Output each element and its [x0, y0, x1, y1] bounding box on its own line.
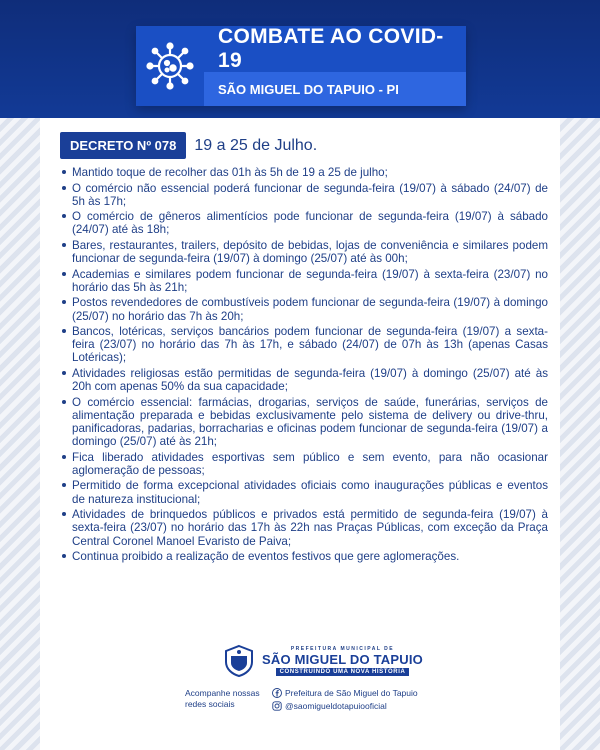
page-title: COMBATE AO COVID-19	[204, 26, 466, 72]
right-stripe-decoration	[560, 118, 600, 750]
decree-heading	[60, 132, 317, 159]
list-item: O comércio de gêneros alimentícios pode funcionar de segunda-feira (19/07) à sábado (24/07) até às 18h;	[62, 210, 548, 236]
social-label: Acompanhe nossas redes sociais	[185, 688, 260, 709]
decree-dates: 19 a 25 de Julho.	[194, 136, 318, 154]
prefecture-logo	[222, 644, 423, 678]
instagram-link[interactable]	[272, 701, 418, 711]
list-item: Atividades religiosas estão permitidas de segunda-feira (19/07) à domingo (25/07) até às 20h com apenas 50% da sua capacidade;	[62, 367, 548, 393]
facebook-name: Prefeitura de São Miguel do Tapuio	[285, 688, 418, 698]
virus-icon	[136, 26, 204, 106]
list-item: Postos revendedores de combustíveis podem funcionar de segunda-feira (19/07) à domingo (25/07) no horário das 7h às 20h;	[62, 296, 548, 322]
instagram-icon	[272, 701, 282, 711]
title-card	[136, 26, 466, 106]
list-item: Bares, restaurantes, trailers, depósito de bebidas, lojas de conveniência e similares podem funcionar de segunda-feira (19/07) à domingo (25/07) até às 00h;	[62, 239, 548, 265]
rules-list	[62, 166, 548, 566]
list-item: Permitido de forma excepcional atividades oficiais como inaugurações públicas e eventos de natureza institucional;	[62, 479, 548, 505]
list-item: Academias e similares podem funcionar de segunda-feira (19/07) à sexta-feira (23/07) no horário das 5h às 21h;	[62, 268, 548, 294]
facebook-icon	[272, 688, 282, 698]
coat-of-arms-icon	[222, 644, 256, 678]
list-item: Continua proibido a realização de eventos festivos que gere aglomerações.	[62, 550, 548, 563]
facebook-link[interactable]	[272, 688, 418, 698]
logo-slogan: CONSTRUINDO UMA NOVA HISTÓRIA	[276, 668, 410, 676]
decree-badge: DECRETO Nº 078	[60, 132, 186, 159]
list-item: O comércio não essencial poderá funcionar de segunda-feira (19/07) à sábado (24/07) de 5h às 17h;	[62, 182, 548, 208]
list-item: Bancos, lotéricas, serviços bancários podem funcionar de segunda-feira (19/07) a sexta-feira (23/07) no horário das 7h às 17h, e sábado (24/07) de 07h às 13h (apenas Casas Lotéricas);	[62, 325, 548, 365]
list-item: O comércio essencial: farmácias, drogarias, serviços de saúde, funerárias, serviços de alimentação preparada e bebidas exclusivamente pelo sistema de delivery ou drive-thru, panificadoras, padarias, borracharias e oficinas podem funcionar de segunda-feira (19/07) a domingo (25/07) até às 21h;	[62, 396, 548, 449]
list-item: Mantido toque de recolher das 01h às 5h de 19 a 25 de julho;	[62, 166, 548, 179]
list-item: Fica liberado atividades esportivas sem público e sem evento, para não ocasionar aglomeração de pessoas;	[62, 451, 548, 477]
logo-city-name: SÃO MIGUEL DO TAPUIO	[262, 652, 423, 667]
instagram-handle: @saomigueldotapuiooficial	[285, 701, 387, 711]
social-links	[272, 688, 418, 711]
footer	[40, 640, 560, 750]
city-subtitle: SÃO MIGUEL DO TAPUIO - PI	[204, 72, 466, 106]
list-item: Atividades de brinquedos públicos e privados está permitido de segunda-feira (19/07) à sexta-feira (23/07) no horário das 17h às 22h nas Praças Públicas, com exceção da Praça Central Coronel Manoel Evaristo de Paiva;	[62, 508, 548, 548]
left-stripe-decoration	[0, 118, 40, 750]
logo-prefecture-text: PREFEITURA MUNICIPAL DE	[290, 646, 395, 652]
